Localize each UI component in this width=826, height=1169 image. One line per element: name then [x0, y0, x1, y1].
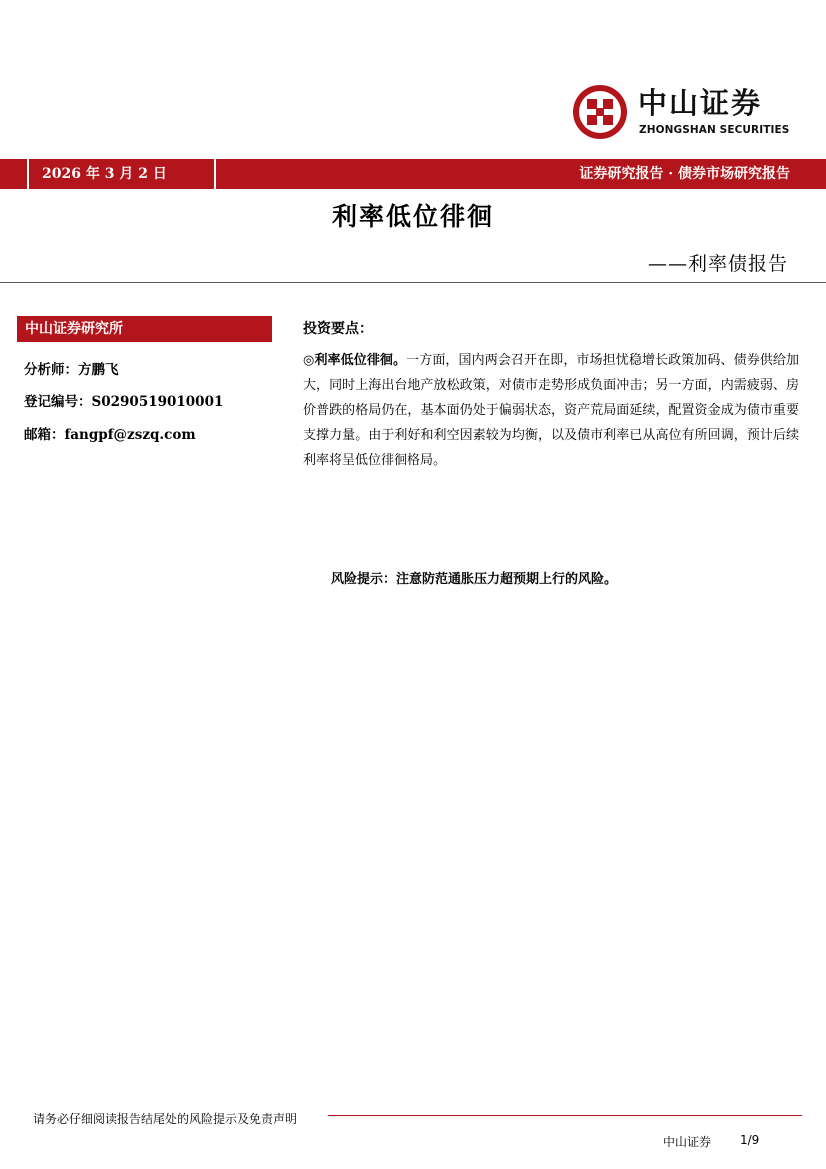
summary-body: 一方面，国内两会召开在即，市场担忧稳增长政策加码、债券供给加大，同时上海出台地产放松政策，对债市走势形成负面冲击；另一方面，内需疲弱、房价普跌的格局仍在，基本面仍处于偏弱状态，资产荒局面延续，配置资金成为债市重要支撑力量。由于利好和利空因素较为均衡，以及债市利率已从高位有所回调，预计后续利率将呈低位徘徊格局。	[303, 353, 799, 468]
divider	[0, 282, 826, 283]
band-divider	[214, 159, 216, 189]
zhongshan-logo-mark-icon	[572, 84, 628, 140]
footer-rule	[328, 1115, 802, 1116]
logo-name-cn: 中山证券	[638, 86, 763, 120]
summary-heading: 投资要点：	[303, 321, 373, 337]
report-title: 利率低位徘徊	[331, 202, 494, 231]
page-number: 1/9	[740, 1133, 760, 1147]
summary-lead: ◎利率低位徘徊。	[303, 353, 407, 368]
institute-label: 中山证券研究所	[17, 316, 272, 342]
analyst-name: 分析师：方鹏飞	[24, 362, 119, 378]
report-date: 2026 年 3 月 2 日	[42, 166, 167, 182]
logo-name-en: ZHONGSHAN SECURITIES	[639, 124, 790, 136]
report-subtitle: ——利率债报告	[647, 253, 788, 275]
report-category: 证券研究报告 · 债券市场研究报告	[579, 166, 790, 182]
analyst-email: 邮箱：fangpf@zszq.com	[24, 427, 196, 443]
summary-paragraph	[303, 348, 799, 473]
risk-warning: 风险提示：注意防范通胀压力超预期上行的风险。	[331, 572, 618, 587]
company-logo	[572, 84, 812, 146]
footer-company: 中山证券	[663, 1135, 712, 1149]
band-divider	[27, 159, 29, 189]
analyst-registration: 登记编号：S0290519010001	[24, 394, 224, 410]
footer-disclaimer: 请务必仔细阅读报告结尾处的风险提示及免责声明	[33, 1112, 298, 1126]
